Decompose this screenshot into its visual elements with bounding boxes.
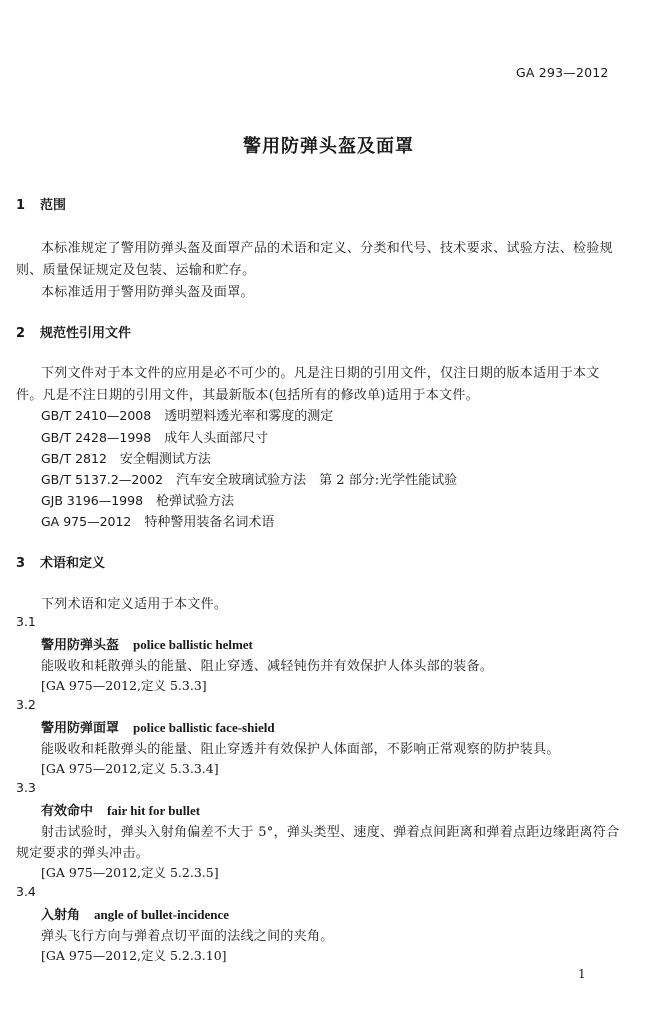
term-entry	[41, 634, 253, 653]
section-1-heading	[16, 194, 66, 213]
section-3-title: 术语和定义	[40, 556, 106, 571]
term-definition: 能吸收和耗散弹头的能量、阻止穿透并有效保护人体面部，不影响正常观察的防护装具。	[41, 742, 560, 757]
term-zh: 警用防弹面罩	[41, 721, 120, 736]
term-zh: 有效命中	[41, 804, 94, 819]
reference-name: 枪弹试验方法	[156, 494, 235, 509]
term-en: fair hit for bullet	[107, 803, 201, 818]
term-definition: 射击试验时，弹头入射角偏差不大于 5°，弹头类型、速度、弹着点间距离和弹着点距边缘距离符合	[41, 825, 620, 840]
reference-code: GB/T 2410—2008	[41, 408, 152, 423]
section-1-para-1a: 本标准规定了警用防弹头盔及面罩产品的术语和定义、分类和代号、技术要求、试验方法、检验规	[41, 241, 613, 256]
section-2-para-1b: 件。凡是不注日期的引用文件，其最新版本(包括所有的修改单)适用于本文件。	[16, 388, 479, 403]
reference-name: 汽车安全玻璃试验方法 第 2 部分:光学性能试验	[176, 473, 458, 488]
term-number: 3.1	[16, 614, 36, 629]
reference-name: 成年人头面部尺寸	[164, 431, 269, 446]
term-entry	[41, 904, 229, 923]
reference-item	[41, 469, 457, 488]
section-2-number: 2	[16, 326, 26, 341]
term-en: police ballistic helmet	[133, 637, 253, 652]
section-3-number: 3	[16, 556, 26, 571]
term-zh: 警用防弹头盔	[41, 638, 120, 653]
term-zh: 入射角	[41, 908, 81, 923]
standard-number: GA 293—2012	[516, 65, 609, 80]
section-2-para-1a: 下列文件对于本文件的应用是必不可少的。凡是注日期的引用文件，仅注日期的版本适用于本文	[41, 366, 600, 381]
term-definition-cont: 规定要求的弹头冲击。	[16, 846, 150, 861]
reference-name: 特种警用装备名词术语	[144, 515, 275, 530]
reference-item	[41, 490, 234, 509]
reference-code: GA 975—2012	[41, 514, 132, 529]
reference-item	[41, 427, 268, 446]
term-definition: 能吸收和耗散弹头的能量、阻止穿透、减轻钝伤并有效保护人体头部的装备。	[41, 659, 494, 674]
section-1-title: 范围	[40, 198, 67, 213]
page-number: 1	[578, 967, 586, 981]
term-number: 3.4	[16, 884, 36, 899]
section-2-title: 规范性引用文件	[40, 326, 132, 341]
term-source: [GA 975—2012,定义 5.2.3.5]	[41, 865, 219, 880]
reference-code: GB/T 2812	[41, 451, 107, 466]
section-3-intro: 下列术语和定义适用于本文件。	[41, 597, 228, 612]
term-number: 3.3	[16, 780, 36, 795]
term-en: police ballistic face-shield	[133, 720, 275, 735]
section-1-para-2: 本标准适用于警用防弹头盔及面罩。	[41, 285, 254, 300]
term-entry	[41, 717, 275, 736]
reference-item	[41, 448, 211, 467]
term-number: 3.2	[16, 697, 36, 712]
section-1-number: 1	[16, 198, 26, 213]
reference-item	[41, 405, 333, 424]
term-source: [GA 975—2012,定义 5.3.3]	[41, 678, 207, 693]
reference-name: 透明塑料透光率和雾度的测定	[164, 409, 334, 424]
reference-item	[41, 511, 274, 530]
reference-code: GJB 3196—1998	[41, 493, 144, 508]
section-2-heading	[16, 322, 131, 341]
section-1-para-1b: 则、质量保证规定及包装、运输和贮存。	[16, 263, 256, 278]
term-source: [GA 975—2012,定义 5.2.3.10]	[41, 948, 227, 963]
section-3-heading	[16, 552, 105, 571]
term-en: angle of bullet-incidence	[94, 907, 230, 922]
reference-name: 安全帽测试方法	[119, 452, 211, 467]
term-definition: 弹头飞行方向与弹着点切平面的法线之间的夹角。	[41, 929, 334, 944]
term-source: [GA 975—2012,定义 5.3.3.4]	[41, 761, 219, 776]
reference-code: GB/T 5137.2—2002	[41, 472, 164, 487]
reference-code: GB/T 2428—1998	[41, 430, 152, 445]
term-entry	[41, 800, 200, 819]
document-title: 警用防弹头盔及面罩	[243, 136, 414, 157]
